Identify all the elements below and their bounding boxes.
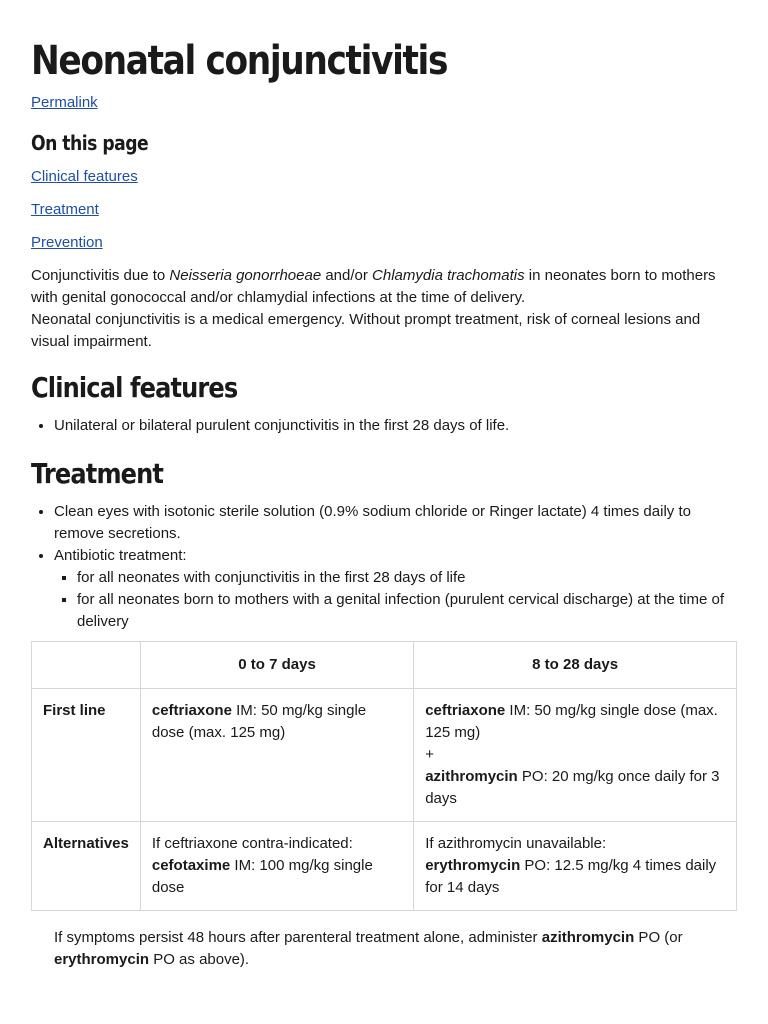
table-header-empty [32, 642, 141, 689]
toc-link-prevention[interactable]: Prevention [31, 234, 103, 251]
drug-name: cefotaxime [151, 857, 231, 874]
drug-name: erythromycin [425, 857, 521, 874]
condition-text: If azithromycin unavailable: [425, 835, 607, 852]
row-label-first-line: First line [32, 689, 141, 822]
drug-name: azithromycin [425, 768, 518, 785]
intro-section [31, 265, 737, 353]
drug-name: azithromycin [541, 929, 635, 946]
toc-link-treatment[interactable]: Treatment [31, 201, 99, 218]
note-text-a: If symptoms persist 48 hours after parenteral treatment alone, administer [54, 929, 542, 946]
permalink-link[interactable]: Permalink [31, 94, 98, 111]
list-item: ▪ for all neonates with conjunctivitis in the first 28 days of life [77, 567, 737, 589]
clinical-features-list [31, 415, 737, 437]
note-text-b: PO (or [634, 929, 683, 946]
condition-text: If ceftriaxone contra-indicated: [151, 835, 353, 852]
table-header-0-7-days: 0 to 7 days [140, 642, 413, 689]
intro-paragraph [31, 265, 737, 309]
drug-name: ceftriaxone [151, 702, 232, 719]
table-header-8-28-days: 8 to 28 days [414, 642, 737, 689]
persistence-note [54, 927, 737, 971]
note-text-c: PO as above). [149, 951, 250, 968]
table-row [32, 822, 737, 911]
row-label-alternatives: Alternatives [32, 822, 141, 911]
intro-text-a: Conjunctivitis due to [31, 267, 170, 284]
table-cell [414, 689, 737, 822]
dose-text: IM: 50 mg/kg single dose (max. 125 mg) [425, 702, 718, 741]
toc-link-clinical-features[interactable]: Clinical features [31, 168, 138, 185]
organism-neisseria: Neisseria gonorrhoeae [169, 267, 322, 284]
drug-name: erythromycin [54, 951, 150, 968]
intro-text-b: and/or [321, 267, 373, 284]
drug-name: ceftriaxone [425, 702, 506, 719]
dose-text: PO: 20 mg/kg once daily for 3 days [425, 768, 720, 807]
organism-chlamydia: Chlamydia trachomatis [372, 267, 525, 284]
antibiotic-sublist [54, 567, 737, 633]
plus-sign: + [425, 746, 434, 763]
list-item [54, 545, 737, 633]
clinical-features-heading: Clinical features [31, 371, 238, 404]
antibiotic-treatment-label: Antibiotic treatment: [54, 547, 187, 564]
table-cell [140, 822, 413, 911]
treatment-heading: Treatment [31, 457, 164, 490]
toc-heading: On this page [31, 131, 149, 155]
intro-text-c: in neonates born to mothers with genital gonococcal and/or chlamydial infections at the time of delivery. [31, 267, 716, 306]
table-cell [414, 822, 737, 911]
list-item: • Clean eyes with isotonic sterile solution (0.9% sodium chloride or Ringer lactate) 4 times daily to remove secretions. [54, 501, 737, 545]
intro-emergency-paragraph: Neonatal conjunctivitis is a medical emergency. Without prompt treatment, risk of corneal lesions and visual impairment. [31, 311, 701, 350]
table-cell [140, 689, 413, 822]
table-row [32, 689, 737, 822]
dose-text: IM: 50 mg/kg single dose (max. 125 mg) [151, 702, 367, 741]
dose-text: IM: 100 mg/kg single dose [151, 857, 373, 896]
page-title: Neonatal conjunctivitis [31, 38, 448, 84]
table-header-row [32, 642, 737, 689]
dosage-table [31, 641, 737, 911]
treatment-list [31, 501, 737, 633]
list-item: • Unilateral or bilateral purulent conjunctivitis in the first 28 days of life. [54, 415, 737, 437]
dose-text: PO: 12.5 mg/kg 4 times daily for 14 days [425, 857, 717, 896]
list-item: ▪ for all neonates born to mothers with a genital infection (purulent cervical discharge) at the time of delivery [77, 589, 737, 633]
